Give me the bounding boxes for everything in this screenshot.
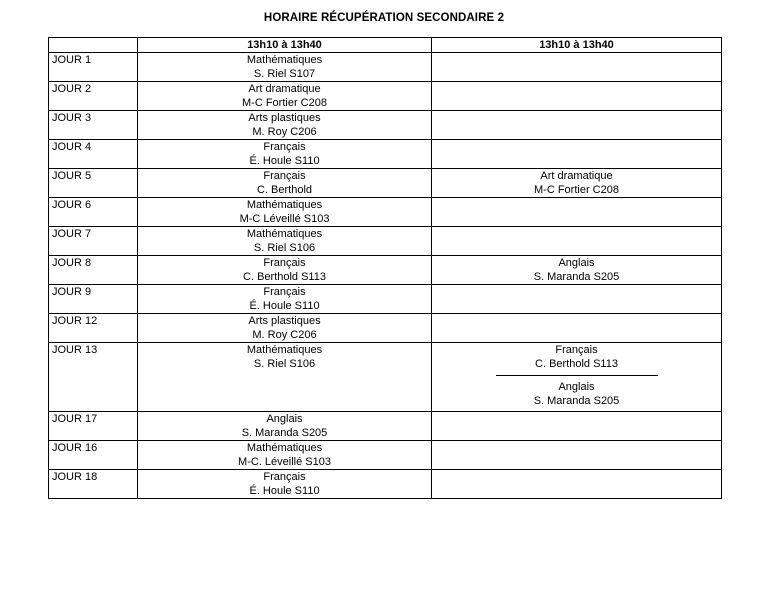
slot-1-cell — [138, 256, 432, 285]
slot-1-cell — [138, 140, 432, 169]
table-row — [49, 169, 722, 198]
slot-2-cell — [432, 470, 722, 499]
slot-1-cell — [138, 169, 432, 198]
day-cell: JOUR 16 — [49, 441, 138, 470]
slot-1-cell — [138, 412, 432, 441]
course-entry — [142, 198, 427, 226]
table-row — [49, 285, 722, 314]
document-title: HORAIRE RÉCUPÉRATION SECONDAIRE 2 — [263, 12, 505, 24]
course-subject: Arts plastiques — [248, 315, 321, 327]
course-entry — [142, 441, 427, 469]
table-row — [49, 314, 722, 343]
course-entry — [142, 314, 427, 342]
course-entry — [436, 343, 717, 371]
course-teacher-room: M-C. Léveillé S103 — [238, 456, 331, 468]
course-entry — [142, 140, 427, 168]
table-row — [49, 111, 722, 140]
course-subject: Arts plastiques — [248, 112, 321, 124]
course-teacher-room: C. Berthold — [256, 184, 313, 196]
course-subject: Mathématiques — [246, 442, 323, 454]
slot-2-cell — [432, 82, 722, 111]
course-entry — [142, 256, 427, 284]
course-subject: Français — [263, 286, 306, 298]
course-teacher-room: S. Riel S106 — [253, 358, 316, 370]
slot-1-cell — [138, 285, 432, 314]
day-cell: JOUR 13 — [49, 343, 138, 412]
day-cell: JOUR 1 — [49, 53, 138, 82]
slot-2-cell — [432, 53, 722, 82]
course-teacher-room: C. Berthold S113 — [243, 271, 326, 283]
slot-2-cell — [432, 198, 722, 227]
course-subject: Mathématiques — [246, 228, 323, 240]
course-subject: Mathématiques — [246, 199, 323, 211]
course-subject: Anglais — [558, 257, 595, 269]
day-cell: JOUR 9 — [49, 285, 138, 314]
course-teacher-room: É. Houle S110 — [249, 300, 320, 312]
day-cell: JOUR 12 — [49, 314, 138, 343]
slot-1-cell — [138, 343, 432, 412]
course-teacher-room: C. Berthold S113 — [535, 358, 618, 370]
course-teacher-room: S. Maranda S205 — [241, 427, 328, 439]
course-teacher-room: S. Riel S106 — [253, 242, 316, 254]
course-teacher-room: M. Roy C206 — [252, 329, 317, 341]
table-row — [49, 53, 722, 82]
course-teacher-room: M. Roy C206 — [252, 126, 317, 138]
entry-divider — [496, 375, 658, 376]
course-subject: Français — [263, 170, 306, 182]
slot-1-cell — [138, 53, 432, 82]
table-row — [49, 82, 722, 111]
slot-2-cell — [432, 412, 722, 441]
course-subject: Français — [263, 257, 306, 269]
course-teacher-room: S. Riel S107 — [253, 68, 316, 80]
slot-2-cell — [432, 140, 722, 169]
course-entry — [142, 412, 427, 440]
slot-2-cell — [432, 169, 722, 198]
course-teacher-room: M-C Léveillé S103 — [239, 213, 330, 225]
slot-2-cell — [432, 441, 722, 470]
course-teacher-room: S. Maranda S205 — [533, 271, 620, 283]
day-cell: JOUR 18 — [49, 470, 138, 499]
slot-1-cell — [138, 470, 432, 499]
day-cell: JOUR 6 — [49, 198, 138, 227]
header-slot-1: 13h10 à 13h40 — [138, 38, 432, 53]
slot-2-cell — [432, 285, 722, 314]
slot-2-cell — [432, 314, 722, 343]
course-entry — [436, 169, 717, 197]
course-entry — [436, 380, 717, 408]
course-entry — [142, 111, 427, 139]
course-entry — [142, 53, 427, 81]
day-cell: JOUR 3 — [49, 111, 138, 140]
day-cell: JOUR 2 — [49, 82, 138, 111]
slot-2-cell — [432, 111, 722, 140]
course-entry — [142, 227, 427, 255]
slot-1-cell — [138, 198, 432, 227]
course-subject: Mathématiques — [246, 54, 323, 66]
course-entry — [142, 343, 427, 371]
slot-1-cell — [138, 111, 432, 140]
table-row — [49, 256, 722, 285]
course-subject: Français — [263, 471, 306, 483]
day-cell: JOUR 7 — [49, 227, 138, 256]
course-subject: Mathématiques — [246, 344, 323, 356]
schedule-table — [48, 37, 722, 499]
header-day — [49, 38, 138, 53]
day-cell: JOUR 8 — [49, 256, 138, 285]
course-entry — [142, 169, 427, 197]
day-cell: JOUR 4 — [49, 140, 138, 169]
table-row — [49, 412, 722, 441]
course-teacher-room: É. Houle S110 — [249, 485, 320, 497]
table-row — [49, 441, 722, 470]
course-teacher-room: É. Houle S110 — [249, 155, 320, 167]
course-teacher-room: S. Maranda S205 — [533, 395, 620, 407]
course-subject: Français — [263, 141, 306, 153]
course-subject: Art dramatique — [248, 83, 321, 95]
course-entry — [142, 285, 427, 313]
header-slot-2: 13h10 à 13h40 — [432, 38, 722, 53]
course-subject: Art dramatique — [540, 170, 613, 182]
course-teacher-room: M-C Fortier C208 — [242, 97, 327, 109]
table-row — [49, 470, 722, 499]
header-row — [49, 38, 722, 53]
course-entry — [142, 470, 427, 498]
day-cell: JOUR 17 — [49, 412, 138, 441]
course-teacher-room: M-C Fortier C208 — [534, 184, 619, 196]
table-row — [49, 227, 722, 256]
schedule-body — [49, 53, 722, 499]
slot-1-cell — [138, 82, 432, 111]
course-subject: Français — [555, 344, 598, 356]
course-entry — [436, 256, 717, 284]
day-cell: JOUR 5 — [49, 169, 138, 198]
slot-2-cell — [432, 256, 722, 285]
slot-2-cell — [432, 227, 722, 256]
course-subject: Anglais — [266, 413, 303, 425]
slot-2-cell — [432, 343, 722, 412]
slot-1-cell — [138, 441, 432, 470]
slot-1-cell — [138, 314, 432, 343]
table-row — [49, 140, 722, 169]
table-row — [49, 343, 722, 412]
table-row — [49, 198, 722, 227]
course-entry — [142, 82, 427, 110]
slot-1-cell — [138, 227, 432, 256]
course-subject: Anglais — [558, 381, 595, 393]
